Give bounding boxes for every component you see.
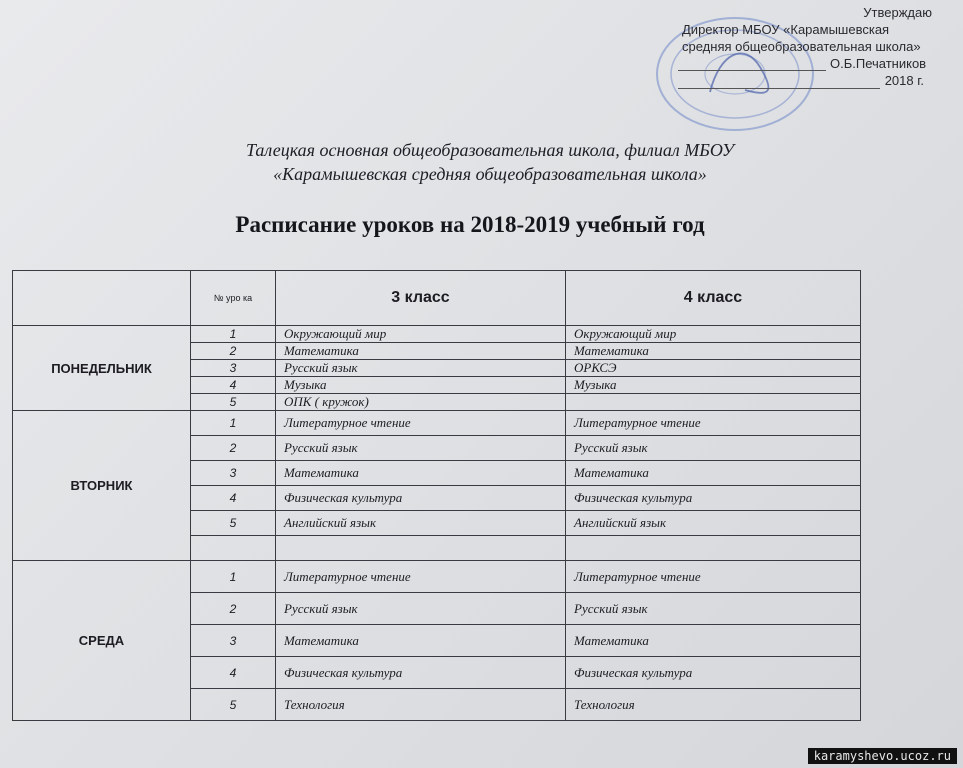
lesson-number-cell: 1 <box>191 411 276 436</box>
table-row <box>13 411 861 436</box>
school-name-line-1: Талецкая основная общеобразовательная школа, филиал МБОУ <box>246 140 734 160</box>
class-4-subject-cell: Русский язык <box>566 436 861 461</box>
schedule-table <box>12 270 861 721</box>
signature-line <box>678 70 826 71</box>
class-3-subject-cell: Литературное чтение <box>276 411 566 436</box>
approval-line-1: Утверждаю <box>863 5 932 20</box>
approval-line-3: средняя общеобразовательная школа» <box>682 39 921 54</box>
header-class-3: 3 класс <box>276 271 566 326</box>
class-4-subject-cell: Физическая культура <box>566 657 861 689</box>
header-day <box>13 271 191 326</box>
class-3-subject-cell: Музыка <box>276 377 566 394</box>
header-lesson-number: № уро ка <box>191 271 276 326</box>
class-3-subject-cell: Физическая культура <box>276 486 566 511</box>
approval-block <box>682 4 952 89</box>
day-cell: ПОНЕДЕЛЬНИК <box>13 326 191 411</box>
school-name <box>170 138 810 186</box>
lesson-number-cell: 2 <box>191 593 276 625</box>
lesson-number-cell: 1 <box>191 561 276 593</box>
class-3-subject-cell: Математика <box>276 343 566 360</box>
class-3-subject-cell: Технология <box>276 689 566 721</box>
class-4-subject-cell <box>566 536 861 561</box>
approval-line-5: 2018 г. <box>884 73 924 88</box>
class-3-subject-cell: Русский язык <box>276 593 566 625</box>
class-4-subject-cell: Литературное чтение <box>566 411 861 436</box>
class-4-subject-cell: Физическая культура <box>566 486 861 511</box>
class-4-subject-cell: Математика <box>566 461 861 486</box>
lesson-number-cell: 3 <box>191 625 276 657</box>
lesson-number-cell: 1 <box>191 326 276 343</box>
class-4-subject-cell: ОРКСЭ <box>566 360 861 377</box>
approval-line-4: О.Б.Печатников <box>830 56 927 71</box>
class-4-subject-cell: Окружающий мир <box>566 326 861 343</box>
class-3-subject-cell: Математика <box>276 461 566 486</box>
lesson-number-cell: 2 <box>191 343 276 360</box>
lesson-number-cell: 5 <box>191 511 276 536</box>
header-class-4: 4 класс <box>566 271 861 326</box>
lesson-number-cell: 4 <box>191 657 276 689</box>
class-4-subject-cell: Технология <box>566 689 861 721</box>
day-cell: ВТОРНИК <box>13 411 191 561</box>
class-3-subject-cell: Математика <box>276 625 566 657</box>
class-3-subject-cell: Физическая культура <box>276 657 566 689</box>
class-3-subject-cell: Английский язык <box>276 511 566 536</box>
lesson-number-cell: 5 <box>191 394 276 411</box>
class-4-subject-cell: Английский язык <box>566 511 861 536</box>
table-header-row <box>13 271 861 326</box>
table-row <box>13 326 861 343</box>
approval-line-2: Директор МБОУ «Карамышевская <box>682 22 890 37</box>
class-4-subject-cell: Математика <box>566 343 861 360</box>
class-4-subject-cell: Литературное чтение <box>566 561 861 593</box>
class-3-subject-cell: Окружающий мир <box>276 326 566 343</box>
lesson-number-cell: 4 <box>191 486 276 511</box>
class-3-subject-cell: Русский язык <box>276 436 566 461</box>
class-4-subject-cell: Русский язык <box>566 593 861 625</box>
lesson-number-cell: 4 <box>191 377 276 394</box>
day-cell: СРЕДА <box>13 561 191 721</box>
class-4-subject-cell: Математика <box>566 625 861 657</box>
date-line <box>678 88 880 89</box>
school-name-line-2: «Карамышевская средняя общеобразовательная школа» <box>273 164 707 184</box>
lesson-number-cell: 3 <box>191 461 276 486</box>
page-title: Расписание уроков на 2018-2019 учебный год <box>235 212 705 237</box>
class-3-subject-cell: Русский язык <box>276 360 566 377</box>
class-4-subject-cell: Музыка <box>566 377 861 394</box>
watermark: karamyshevo.ucoz.ru <box>808 748 957 764</box>
lesson-number-cell: 3 <box>191 360 276 377</box>
class-4-subject-cell <box>566 394 861 411</box>
lesson-number-cell <box>191 536 276 561</box>
class-3-subject-cell <box>276 536 566 561</box>
lesson-number-cell: 2 <box>191 436 276 461</box>
class-3-subject-cell: ОПК ( кружок) <box>276 394 566 411</box>
table-row <box>13 561 861 593</box>
class-3-subject-cell: Литературное чтение <box>276 561 566 593</box>
lesson-number-cell: 5 <box>191 689 276 721</box>
